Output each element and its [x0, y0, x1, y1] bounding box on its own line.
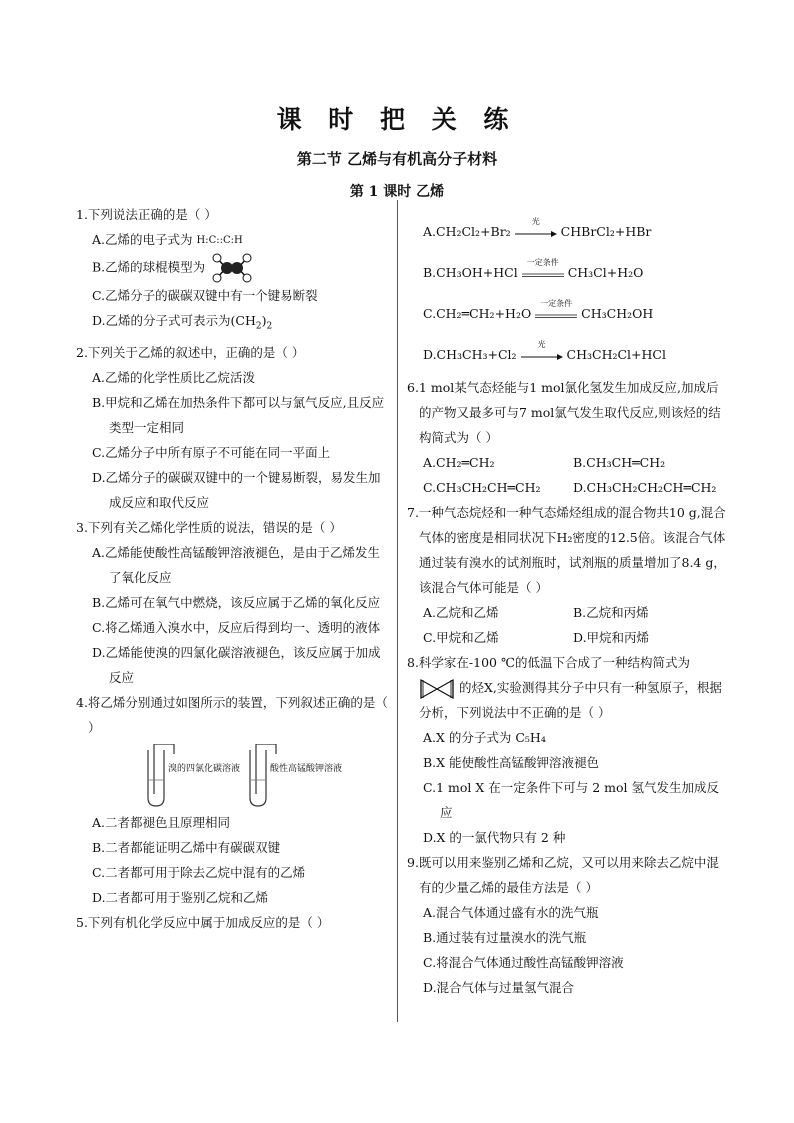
- reactants: D.CH₃CH₃+Cl₂: [423, 347, 517, 362]
- subscript: 2: [266, 321, 273, 332]
- question-6-option-d: D.CH₃CH₂CH₂CH═CH₂: [573, 480, 717, 495]
- question-2-option-b: B.甲烷和乙烯在加热条件下都可以与氯气反应,且反应类型一定相同: [92, 394, 385, 435]
- question-8-option-c: C.1 mol X 在一定条件下可与 2 mol 氢气发生加成反应: [423, 780, 719, 820]
- question-5-stem: 5.下列有机化学反应中属于加成反应的是（ ）: [76, 914, 330, 930]
- option-text: B.乙烯的球棍模型为: [92, 259, 206, 275]
- question-1-option-b: [92, 253, 392, 283]
- page-title: 课 时 把 关 练: [276, 105, 518, 134]
- question-8-option-a: A.X 的分子式为 C₅H₄: [423, 730, 546, 745]
- question-9-stem: 9.既可以用来鉴别乙烯和乙烷，又可以用来除去乙烷中混有的少量乙烯的最佳方法是（ ）: [407, 855, 719, 895]
- figure-label-left: 溴的四氯化碳溶液: [168, 763, 241, 774]
- question-6-option-b: B.CH₃CH═CH₂: [573, 455, 666, 470]
- left-column: [76, 202, 392, 935]
- question-1-option-c: C.乙烯分子的碳碳双键中有一个键易断裂: [92, 288, 318, 303]
- reaction-arrow: [535, 298, 577, 322]
- question-9-option-c: C.将混合气体通过酸性高锰酸钾溶液: [423, 955, 624, 970]
- reaction-arrow: [522, 257, 564, 281]
- question-6-option-c: C.CH₃CH₂CH═CH₂: [423, 480, 541, 495]
- reaction-condition: 光: [531, 216, 540, 226]
- reaction-condition: 光: [537, 339, 546, 349]
- question-7-option-a: A.乙烷和乙烯: [423, 605, 499, 620]
- question-7-option-c: C.甲烷和乙烯: [423, 630, 499, 645]
- question-1-option-d: [92, 308, 392, 340]
- reactants: B.CH₃OH+HCl: [423, 265, 518, 280]
- question-7-options-row-2: [407, 625, 729, 650]
- question-7-stem: 7.一种气态烷烃和一种气态烯烃组成的混合物共10 g,混合气体的密度是相同状况下H₂密度的12.5倍。该混合气体通过装有溴水的试剂瓶时，试剂瓶的质量增加了8.4 g，该混合气体可能是（ ）: [407, 505, 726, 595]
- products: CH₃Cl+H₂O: [567, 265, 644, 280]
- figure-label-right: 酸性高锰酸钾溶液: [270, 763, 343, 774]
- reaction-condition: 一定条件: [540, 298, 573, 308]
- question-8-option-b: B.X 能使酸性高锰酸钾溶液褪色: [423, 755, 600, 770]
- question-2-option-a: A.乙烯的化学性质比乙烷活泼: [92, 369, 256, 385]
- question-8-option-d: D.X 的一氯代物只有 2 种: [423, 830, 566, 845]
- question-6-stem: 6.1 mol某气态烃能与1 mol氯化氢发生加成反应,加成后的产物又最多可与7 mol氯气发生取代反应,则该烃的结构简式为（ ）: [407, 380, 721, 445]
- stem-text: 8.科学家在-100 ℃的低温下合成了一种结构简式为: [407, 655, 690, 670]
- products: CH₃CH₂Cl+HCl: [566, 347, 666, 362]
- test-tube-icon: [244, 744, 284, 808]
- reaction-arrow: [515, 216, 557, 240]
- question-6-options-row-1: [407, 450, 729, 475]
- question-3-option-d: D.乙烯能使溴的四氯化碳溶液褪色，该反应属于加成反应: [92, 644, 381, 685]
- question-9-option-b: B.通过装有过量溴水的洗气瓶: [423, 930, 587, 945]
- question-2-option-c: C.乙烯分子中所有原子不可能在同一平面上: [92, 444, 331, 460]
- question-7-options-row-1: [407, 600, 729, 625]
- subscript: 2: [255, 321, 262, 332]
- question-9-option-d: D.混合气体与过量氢气混合: [423, 980, 575, 995]
- option-text: A.乙烯的电子式为: [92, 232, 193, 247]
- section-title: 第二节 乙烯与有机高分子材料: [296, 150, 498, 168]
- question-4-option-d: D.二者都可用于鉴别乙烷和乙烯: [92, 889, 269, 905]
- spiro-structure-icon: [419, 678, 455, 700]
- question-4-option-b: B.二者都能证明乙烯中有碳碳双键: [92, 839, 281, 855]
- products: CHBrCl₂+HBr: [560, 224, 652, 239]
- question-1-stem: 1.下列说法正确的是（ ）: [76, 207, 217, 222]
- question-6-option-a: A.CH₂═CH₂: [423, 455, 495, 470]
- question-4-option-a: A.二者都褪色且原理相同: [92, 814, 231, 830]
- products: CH₃CH₂OH: [581, 306, 654, 321]
- question-5-option-d: [423, 334, 729, 375]
- question-6-options-row-2: [407, 475, 729, 500]
- question-3-option-a: A.乙烯能使酸性高锰酸钾溶液褪色，是由于乙烯发生了氧化反应: [92, 544, 381, 585]
- question-4-stem: 4.将乙烯分别通过如图所示的装置，下列叙述正确的是（ ）: [76, 694, 388, 735]
- ball-stick-model-icon: [209, 253, 255, 283]
- right-column: [407, 211, 729, 1000]
- question-4-option-c: C.二者都可用于除去乙烷中混有的乙烯: [92, 864, 306, 880]
- question-7-option-b: B.乙烷和丙烯: [573, 605, 649, 620]
- question-1-option-a: [92, 227, 392, 253]
- question-5-option-b: [423, 252, 729, 293]
- question-2-option-d: D.乙烯分子的碳碳双键中的一个键易断裂，易发生加成反应和取代反应: [92, 469, 381, 510]
- question-3-stem: 3.下列有关乙烯化学性质的说法，错误的是（ ）: [76, 519, 342, 535]
- question-7-option-d: D.甲烷和丙烯: [573, 630, 650, 645]
- question-2-stem: 2.下列关于乙烯的叙述中，正确的是（ ）: [76, 344, 305, 360]
- column-divider: [397, 200, 398, 1022]
- question-5-option-c: [423, 293, 729, 334]
- question-9-option-a: A.混合气体通过盛有水的洗气瓶: [423, 905, 599, 920]
- question-4-figure: [76, 740, 392, 810]
- reaction-arrow: [521, 339, 563, 363]
- reaction-condition: 一定条件: [526, 257, 559, 267]
- question-3-option-b: B.乙烯可在氧气中燃烧，该反应属于乙烯的氧化反应: [92, 594, 381, 610]
- question-5-option-a: [423, 211, 729, 252]
- option-text-tail: ): [261, 313, 267, 328]
- question-8-stem: [407, 650, 729, 725]
- lesson-title: 第 1 课时 乙烯: [349, 184, 445, 200]
- electron-formula: H:C::C:H: [196, 235, 243, 246]
- reactants: C.CH₂═CH₂+H₂O: [423, 306, 532, 321]
- question-3-option-c: C.将乙烯通入溴水中，反应后得到均一、透明的液体: [92, 619, 381, 635]
- reactants: A.CH₂Cl₂+Br₂: [423, 224, 511, 239]
- stem-text: 的烃X,实验测得其分子中只有一种氢原子，根据分析，下列说法中不正确的是（ ）: [419, 680, 722, 720]
- test-tube-icon: [142, 744, 182, 808]
- option-text: D.乙烯的分子式可表示为(CH: [92, 313, 256, 328]
